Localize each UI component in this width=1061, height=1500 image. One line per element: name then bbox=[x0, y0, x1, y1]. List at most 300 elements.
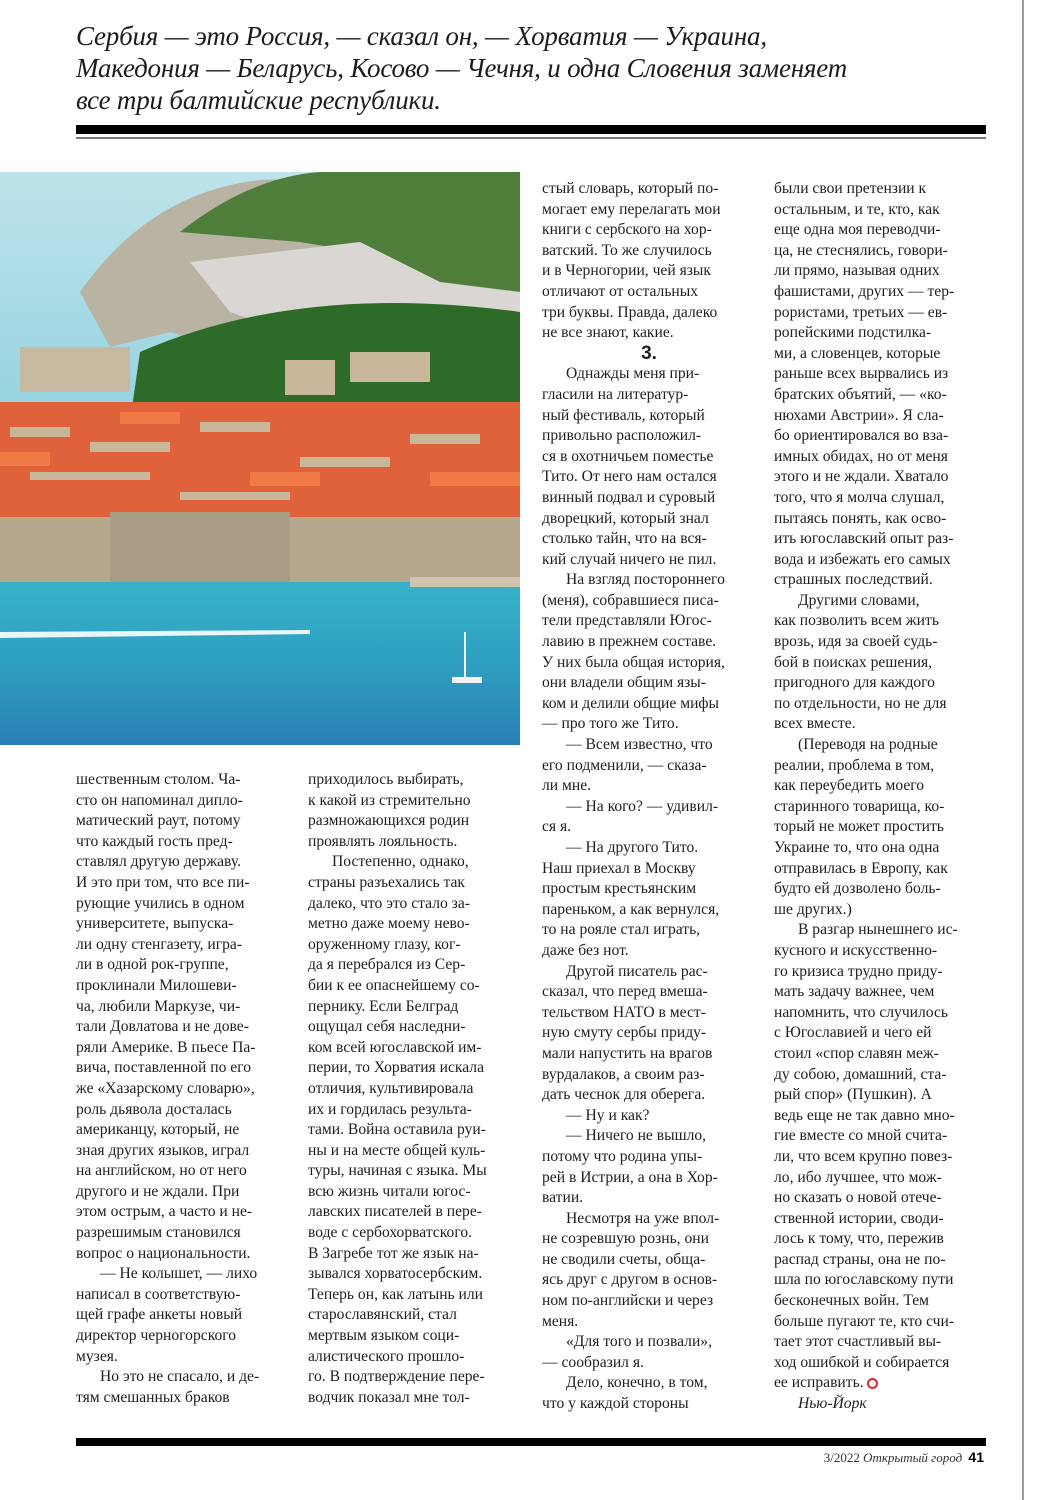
text-line bbox=[308, 1182, 522, 1203]
pull-quote-line: все три балтийские республики. bbox=[76, 85, 441, 115]
text-line-content: как переубедить моего bbox=[774, 777, 925, 795]
text-line bbox=[774, 323, 988, 344]
text-line bbox=[76, 1285, 290, 1306]
text-line bbox=[774, 1291, 988, 1312]
text-line-content: ли прямо, называя одних bbox=[774, 262, 940, 280]
text-line bbox=[542, 1353, 756, 1374]
text-line-content: меня. bbox=[542, 1312, 579, 1330]
text-line bbox=[76, 1367, 290, 1388]
text-line-content: дворецкий, который знал bbox=[542, 509, 709, 527]
text-line bbox=[542, 879, 756, 900]
text-line bbox=[308, 852, 522, 873]
text-line-content: реалии, проблема в том, bbox=[774, 756, 935, 774]
text-line-content: пареньком, а как вернулся, bbox=[542, 900, 720, 918]
text-line-content: тели представляли Югос- bbox=[542, 612, 712, 630]
text-line bbox=[774, 962, 988, 983]
text-line bbox=[774, 1229, 988, 1250]
text-line-content: с Югославией и чего ей bbox=[774, 1024, 932, 1042]
text-line bbox=[774, 1044, 988, 1065]
text-line-content: оруженному глазу, ког- bbox=[308, 935, 461, 953]
text-line-content: были свои претензии к bbox=[774, 180, 927, 197]
text-line-content: фашистами, других — тер- bbox=[774, 282, 955, 300]
text-line-content: вича, поставленной по его bbox=[76, 1059, 252, 1077]
text-line bbox=[542, 282, 756, 303]
text-line bbox=[76, 770, 290, 791]
text-line bbox=[542, 1188, 756, 1209]
text-line-content: размножающихся родин bbox=[308, 812, 470, 830]
text-line-content: ли мне. bbox=[542, 777, 592, 795]
text-line bbox=[542, 797, 756, 818]
text-line-content: ощущал себя наследни- bbox=[308, 1018, 466, 1036]
text-line-content: вопрос о национальности. bbox=[76, 1244, 251, 1262]
text-line bbox=[76, 1017, 290, 1038]
text-line-content: страшных последствий. bbox=[774, 571, 933, 589]
text-line-content: ми, а словенцев, которые bbox=[774, 344, 941, 362]
text-line bbox=[308, 1038, 522, 1059]
text-line-content: гие вместе со мной счита- bbox=[774, 1127, 948, 1145]
text-line bbox=[308, 1367, 522, 1388]
text-line bbox=[76, 1305, 290, 1326]
text-line bbox=[774, 570, 988, 591]
text-line-content: к какой из стремительно bbox=[308, 791, 471, 809]
text-line-content: ственной истории, своди- bbox=[774, 1209, 944, 1227]
text-line bbox=[774, 982, 988, 1003]
text-line-content: В разгар нынешнего ис- bbox=[798, 921, 958, 939]
text-line bbox=[542, 1394, 756, 1415]
text-line bbox=[542, 509, 756, 530]
text-line-content: роль дьявола досталась bbox=[76, 1100, 232, 1118]
text-line bbox=[76, 1141, 290, 1162]
footer-rule bbox=[76, 1438, 986, 1446]
text-line-content: сказал, что перед вмеша- bbox=[542, 983, 708, 1001]
fortress bbox=[20, 347, 130, 392]
text-line bbox=[542, 1332, 756, 1353]
text-line bbox=[542, 1085, 756, 1106]
text-line bbox=[774, 817, 988, 838]
text-line-content: вода и избежать его самых bbox=[774, 550, 951, 568]
text-line bbox=[76, 1182, 290, 1203]
text-line bbox=[774, 364, 988, 385]
text-line bbox=[542, 179, 756, 200]
text-line-content: не созревшую рознь, они bbox=[542, 1230, 709, 1248]
text-line bbox=[76, 1264, 290, 1285]
text-line-content: кий случай ничего не пил. bbox=[542, 550, 717, 568]
text-line bbox=[774, 1250, 988, 1271]
text-line bbox=[774, 900, 988, 921]
harbor-water bbox=[0, 582, 520, 745]
text-line bbox=[774, 241, 988, 262]
text-line-content: «Для того и позвали», bbox=[566, 1333, 712, 1351]
text-line bbox=[76, 1120, 290, 1141]
text-line-content: ряли Америке. В пьесе Па- bbox=[76, 1038, 256, 1056]
text-line bbox=[774, 879, 988, 900]
text-line bbox=[308, 1305, 522, 1326]
text-line-content: ком всей югославской им- bbox=[308, 1038, 482, 1056]
text-line-content: отличия, культивировала bbox=[308, 1079, 474, 1097]
text-line-content: — Ничего не вышло, bbox=[566, 1127, 707, 1145]
text-line bbox=[774, 1312, 988, 1333]
text-line-content: Но это не спасало, и де- bbox=[100, 1368, 260, 1386]
text-line bbox=[76, 1100, 290, 1121]
text-line-content: рый спор» (Пушкин). А bbox=[774, 1086, 932, 1104]
text-line bbox=[542, 1168, 756, 1189]
text-line-content: дать чеснок для оберега. bbox=[542, 1086, 706, 1104]
text-line bbox=[774, 1106, 988, 1127]
text-line-content: — сообразил я. bbox=[542, 1353, 644, 1371]
text-line-content: будто ей дозволено боль- bbox=[774, 880, 941, 898]
text-line bbox=[774, 1065, 988, 1086]
text-line-content: но сказать о новой отече- bbox=[774, 1189, 942, 1207]
text-line-content: написал в соответствую- bbox=[76, 1285, 241, 1303]
text-line-content: этого и не ждали. Хватало bbox=[774, 468, 949, 486]
text-line-content: Дело, конечно, в том, bbox=[566, 1374, 708, 1392]
text-line-content: ло, ибо лучшее, что мож- bbox=[774, 1168, 942, 1186]
text-line bbox=[542, 1209, 756, 1230]
text-line-content: пернику. Если Белград bbox=[308, 997, 459, 1015]
text-line bbox=[308, 1120, 522, 1141]
text-line-content: даже без нот. bbox=[542, 941, 629, 959]
text-line bbox=[308, 935, 522, 956]
text-line-content: всю жизнь читали югос- bbox=[308, 1182, 471, 1200]
text-line bbox=[76, 852, 290, 873]
text-line bbox=[308, 1100, 522, 1121]
text-line bbox=[542, 467, 756, 488]
text-line bbox=[542, 200, 756, 221]
text-line-content: пытаясь понять, как осво- bbox=[774, 509, 947, 527]
text-line-content: ить югославский опыт раз- bbox=[774, 530, 954, 548]
text-line-content: его подменили, — сказа- bbox=[542, 756, 707, 774]
harbor-town-photo bbox=[0, 172, 520, 745]
text-line-content: напомнить, что случилось bbox=[774, 1003, 949, 1021]
text-line bbox=[774, 694, 988, 715]
text-line bbox=[774, 282, 988, 303]
text-line bbox=[308, 1017, 522, 1038]
text-line-content: приходилось выбирать, bbox=[308, 771, 464, 788]
text-line bbox=[542, 591, 756, 612]
text-line bbox=[542, 1023, 756, 1044]
text-line bbox=[308, 873, 522, 894]
pier bbox=[410, 577, 520, 587]
text-line bbox=[774, 488, 988, 509]
text-line bbox=[542, 261, 756, 282]
text-line-content: ли в одной рок-группе, bbox=[76, 956, 229, 974]
text-line bbox=[774, 344, 988, 365]
text-line-content: бо ориентировался во вза- bbox=[774, 427, 949, 445]
text-line bbox=[542, 303, 756, 324]
text-line bbox=[774, 591, 988, 612]
text-line-content: музея. bbox=[76, 1347, 118, 1365]
text-line bbox=[542, 859, 756, 880]
text-line bbox=[542, 447, 756, 468]
text-line bbox=[774, 1126, 988, 1147]
article-column-3 bbox=[542, 179, 756, 1415]
text-line-content: перии, то Хорватия искала bbox=[308, 1059, 484, 1077]
text-line bbox=[308, 791, 522, 812]
text-line-content: столько тайн, что на вся- bbox=[542, 530, 707, 548]
text-line bbox=[542, 323, 756, 344]
text-line bbox=[774, 550, 988, 571]
text-line-content: то на рояле стал играть, bbox=[542, 921, 701, 939]
text-line bbox=[774, 941, 988, 962]
text-line bbox=[774, 653, 988, 674]
text-line-content: мертвым языком соци- bbox=[308, 1327, 460, 1345]
text-line bbox=[774, 756, 988, 777]
page-number: 41 bbox=[968, 1449, 984, 1465]
text-line bbox=[774, 1270, 988, 1291]
text-line-content: могает ему перелагать мои bbox=[542, 200, 721, 218]
text-line bbox=[774, 179, 988, 200]
text-line-content: — На кого? — удивил- bbox=[566, 797, 719, 815]
text-line bbox=[774, 735, 988, 756]
text-line bbox=[774, 797, 988, 818]
text-line bbox=[774, 1003, 988, 1024]
text-line-content: тям смешанных браков bbox=[76, 1388, 230, 1406]
text-line-content: да я перебрался из Сер- bbox=[308, 956, 466, 974]
text-line bbox=[542, 817, 756, 838]
text-line bbox=[542, 1291, 756, 1312]
text-line bbox=[542, 694, 756, 715]
pull-quote-line: Македония — Беларусь, Косово — Чечня, и одна Словения заменяет bbox=[76, 53, 847, 83]
text-line-content: сто он напоминал дипло- bbox=[76, 791, 243, 809]
text-line bbox=[774, 1147, 988, 1168]
text-line-content: ее исправить. bbox=[774, 1374, 864, 1392]
text-line-content: ный фестиваль, который bbox=[542, 406, 705, 424]
text-line-content: ца, не стеснялись, говори- bbox=[774, 241, 948, 259]
text-line-content: стый словарь, который по- bbox=[542, 180, 719, 197]
text-line bbox=[542, 529, 756, 550]
text-line-content: братских объятий, — «ко- bbox=[774, 385, 947, 403]
text-line-content: старославянский, стал bbox=[308, 1306, 457, 1324]
text-line bbox=[774, 920, 988, 941]
text-line-content: В Загребе тот же язык на- bbox=[308, 1244, 479, 1262]
author-location-signature: Нью-Йорк bbox=[798, 1395, 867, 1413]
text-line-content: раньше всех вырвались из bbox=[774, 365, 949, 383]
text-line-content: другого и не ждали. При bbox=[76, 1182, 240, 1200]
text-line bbox=[542, 1270, 756, 1291]
text-line-content: распад страны, она не по- bbox=[774, 1250, 946, 1268]
text-line bbox=[774, 714, 988, 735]
text-line bbox=[542, 982, 756, 1003]
article-column-4 bbox=[774, 179, 988, 1415]
text-line bbox=[542, 550, 756, 571]
text-line-content: ся в охотничьем поместье bbox=[542, 447, 714, 465]
text-line-content: тельством НАТО в мест- bbox=[542, 1003, 706, 1021]
text-line-content: У них была общая история, bbox=[542, 653, 725, 671]
text-line bbox=[76, 955, 290, 976]
text-line bbox=[774, 220, 988, 241]
text-line bbox=[542, 1126, 756, 1147]
text-line bbox=[308, 770, 522, 791]
text-line bbox=[308, 1223, 522, 1244]
text-line-content: нюхами Австрии». Я сла- bbox=[774, 406, 944, 424]
text-line-content: го. В подтверждение пере- bbox=[308, 1368, 485, 1386]
text-line-content: Другими словами, bbox=[798, 591, 920, 609]
text-line bbox=[542, 673, 756, 694]
text-line-content: проклинали Милошеви- bbox=[76, 976, 237, 994]
text-line bbox=[542, 426, 756, 447]
text-line bbox=[774, 447, 988, 468]
text-line bbox=[308, 894, 522, 915]
text-line-content: гласили на литератур- bbox=[542, 385, 689, 403]
text-line bbox=[76, 976, 290, 997]
text-line-content: ватский. То же случилось bbox=[542, 241, 712, 259]
text-line-content: — про того же Тито. bbox=[542, 715, 679, 733]
text-line bbox=[542, 488, 756, 509]
text-line bbox=[76, 1079, 290, 1100]
text-line-content: метно даже моему нево- bbox=[308, 915, 470, 933]
text-line-content: еще одна моя переводчи- bbox=[774, 221, 941, 239]
text-line-content: Постепенно, однако, bbox=[332, 853, 469, 871]
text-line-content: ду собою, домашний, ста- bbox=[774, 1065, 947, 1083]
text-line bbox=[542, 611, 756, 632]
text-line bbox=[774, 1209, 988, 1230]
text-line bbox=[542, 920, 756, 941]
text-line-content: рующие учились в одном bbox=[76, 894, 245, 912]
article-photo bbox=[0, 172, 520, 745]
text-line bbox=[774, 838, 988, 859]
text-line bbox=[542, 941, 756, 962]
text-line bbox=[76, 1038, 290, 1059]
text-line bbox=[76, 811, 290, 832]
text-line bbox=[76, 935, 290, 956]
text-line-content: тали Довлатова и не дове- bbox=[76, 1018, 249, 1036]
text-line bbox=[542, 756, 756, 777]
pull-quote bbox=[76, 20, 976, 116]
text-line-content: матический раут, потому bbox=[76, 812, 241, 830]
text-line-content: воде с сербохорватского. bbox=[308, 1224, 473, 1242]
text-line-content: врозь, идя за своей судь- bbox=[774, 633, 938, 651]
text-line-content: Однажды меня при- bbox=[566, 365, 700, 383]
text-line-content: ли, что всем крупно повез- bbox=[774, 1147, 953, 1165]
text-line-content: ком и делили общие мифы bbox=[542, 694, 719, 712]
text-line-content: зная других языков, играл bbox=[76, 1141, 250, 1159]
text-line-content: — Не колышет, — лихо bbox=[100, 1265, 258, 1283]
magazine-title: Открытый город bbox=[863, 1450, 963, 1465]
text-line-content: алистического прошло- bbox=[308, 1347, 465, 1365]
text-line bbox=[308, 1058, 522, 1079]
text-line-content: бой в поисках решения, bbox=[774, 653, 933, 671]
text-line bbox=[542, 1044, 756, 1065]
text-line-content: же «Хазарскому словарю», bbox=[76, 1079, 255, 1097]
text-line-content: ведь еще не так давно мно- bbox=[774, 1106, 955, 1124]
text-line bbox=[774, 1168, 988, 1189]
text-line-content: — Ну и как? bbox=[566, 1106, 650, 1124]
text-line bbox=[76, 873, 290, 894]
text-line bbox=[308, 955, 522, 976]
text-line-content: ясь друг с другом в основ- bbox=[542, 1271, 718, 1289]
text-line bbox=[76, 1347, 290, 1368]
text-line-content: больше пугают те, кто счи- bbox=[774, 1312, 955, 1330]
text-line-content: старинного товарища, ко- bbox=[774, 797, 945, 815]
text-line-content: Тито. От него нам остался bbox=[542, 468, 717, 486]
text-line-content: На взгляд постороннего bbox=[566, 571, 725, 589]
text-line bbox=[76, 1326, 290, 1347]
text-line bbox=[542, 1147, 756, 1168]
text-line-content: Теперь он, как латынь или bbox=[308, 1285, 484, 1303]
text-line-content: не сводили счеты, обща- bbox=[542, 1250, 706, 1268]
text-line bbox=[774, 1373, 988, 1394]
text-line-content: мать задачу важнее, чем bbox=[774, 983, 935, 1001]
text-line-content: не все знают, какие. bbox=[542, 324, 674, 342]
text-line bbox=[774, 1023, 988, 1044]
text-line-content: они владели общим язы- bbox=[542, 674, 706, 692]
text-line-content: ше других.) bbox=[774, 900, 852, 918]
text-line-content: простым крестьянским bbox=[542, 880, 697, 898]
text-line-content: го кризиса трудно приду- bbox=[774, 962, 943, 980]
page-footer bbox=[824, 1449, 984, 1466]
text-line-content: лось к тому, что, пережив bbox=[774, 1230, 944, 1248]
text-line-content: — Всем известно, что bbox=[566, 736, 713, 754]
text-line-content: (меня), собравшиеся писа- bbox=[542, 591, 719, 609]
text-line-content: ход ошибкой и собирается bbox=[774, 1353, 950, 1371]
text-line-content: как позволить всем жить bbox=[774, 612, 939, 630]
text-line bbox=[308, 997, 522, 1018]
text-line bbox=[774, 467, 988, 488]
text-line bbox=[542, 900, 756, 921]
text-line-content: зывался хорватосербским. bbox=[308, 1265, 483, 1283]
text-line-content: имных обидах, но от меня bbox=[774, 447, 948, 465]
text-line bbox=[774, 509, 988, 530]
text-line bbox=[76, 997, 290, 1018]
text-line-content: тами. Война оставила руи- bbox=[308, 1121, 486, 1139]
text-line-content: ча, любили Маркузе, чи- bbox=[76, 997, 241, 1015]
text-line bbox=[774, 673, 988, 694]
text-line-content: и в Черногории, чей язык bbox=[542, 262, 711, 280]
text-line bbox=[308, 1285, 522, 1306]
text-line bbox=[308, 1347, 522, 1368]
text-line bbox=[308, 976, 522, 997]
header-rule-thin bbox=[76, 137, 986, 139]
text-line bbox=[308, 832, 522, 853]
text-line bbox=[76, 1388, 290, 1409]
text-line-content: ватии. bbox=[542, 1189, 584, 1207]
text-line-content: бии к ее опаснейшему со- bbox=[308, 976, 480, 994]
text-line-content: шественным столом. Ча- bbox=[76, 771, 241, 788]
text-line-content: книги с сербского на хор- bbox=[542, 221, 712, 239]
text-line bbox=[774, 529, 988, 550]
text-line-content: Другой писатель рас- bbox=[566, 962, 708, 980]
text-line bbox=[308, 811, 522, 832]
text-line-content: ли одну стенгазету, игра- bbox=[76, 935, 243, 953]
text-line-content: директор черногорского bbox=[76, 1327, 237, 1345]
text-line bbox=[774, 1085, 988, 1106]
text-line-content: ном по-английски и через bbox=[542, 1292, 714, 1310]
section-number: 3. bbox=[641, 342, 657, 364]
text-line bbox=[542, 1373, 756, 1394]
article-column-2 bbox=[308, 770, 522, 1408]
article-column-1 bbox=[76, 770, 290, 1408]
text-line bbox=[542, 385, 756, 406]
text-line bbox=[308, 1161, 522, 1182]
text-line-content: на английском, но от него bbox=[76, 1162, 247, 1180]
text-line bbox=[774, 426, 988, 447]
text-line-content: щей графе анкеты новый bbox=[76, 1306, 243, 1324]
text-line-content: лавию в прежнем составе. bbox=[542, 633, 717, 651]
text-line bbox=[542, 241, 756, 262]
text-line-content: отличают от остальных bbox=[542, 282, 699, 300]
text-line-content: рористами, третьих — ев- bbox=[774, 303, 948, 321]
text-line-content: ставлял другую державу. bbox=[76, 853, 242, 871]
text-line-content: их и гордилась результа- bbox=[308, 1100, 472, 1118]
text-line-content: всех вместе. bbox=[774, 715, 856, 733]
text-line-content: проявлять лояльность. bbox=[308, 832, 458, 850]
text-line-content: ся я. bbox=[542, 818, 572, 836]
text-line-content: Украине то, что она одна bbox=[774, 839, 940, 856]
text-line-content: шла по югославскому пути bbox=[774, 1271, 954, 1289]
text-line-content: этом острым, а часто и не- bbox=[76, 1203, 253, 1221]
text-line-content: — На другого Тито. bbox=[566, 839, 699, 856]
text-line bbox=[542, 1065, 756, 1086]
